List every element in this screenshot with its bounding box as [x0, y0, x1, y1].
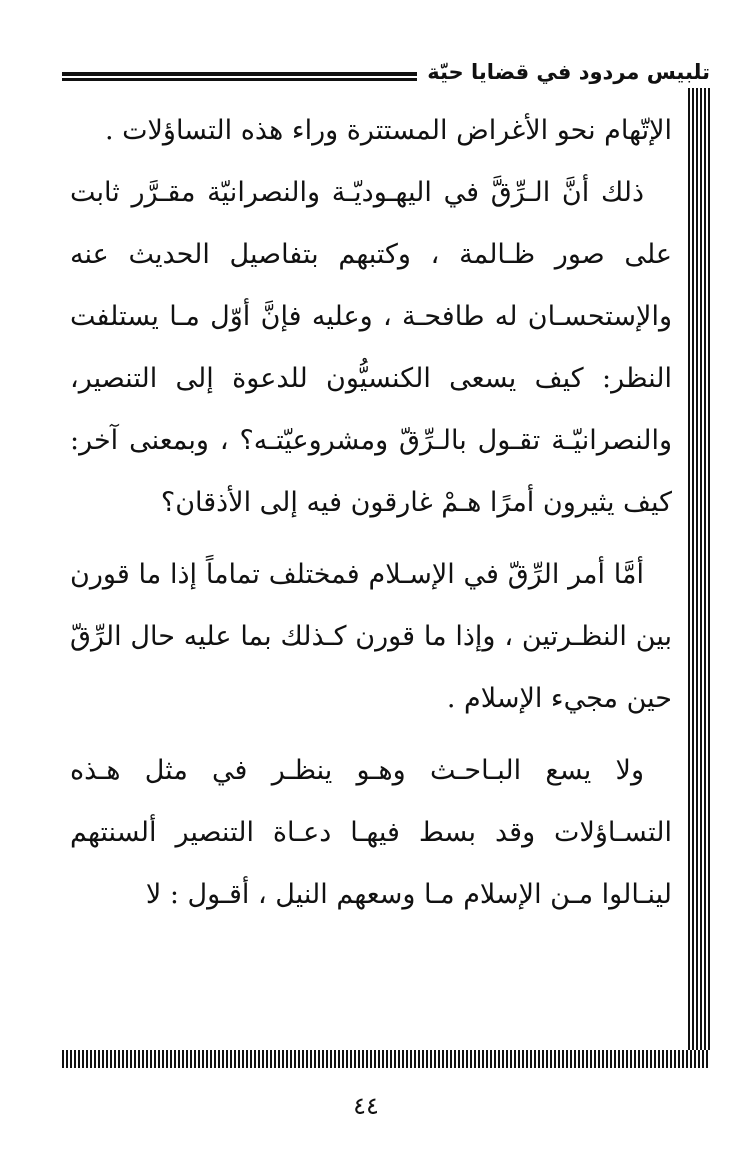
paragraph-1: الإتّهام نحو الأغراض المستترة وراء هذه التساؤلات . [104, 115, 672, 146]
body-text [70, 100, 672, 926]
header-rule [62, 72, 417, 81]
page-number: ٤٤ [353, 1092, 379, 1120]
paragraph-2: ذلك أنَّ الـرِّقَّ في اليهـوديّـة والنصرانيّة مقـرَّر ثابت على صور ظـالمة ، وكتبهم بتفاصيل الحديث عنه والإستحسـان له طافحـة ، وعليه فإنَّ أوّل مـا يستلفت النظر: كيف يسعى الكنسيُّون للدعوة إلى التنصير، والنصرانيّـة تقـول بالـرِّقّ ومشروعيّتـه؟ ، وبمعنى آخر: كيف يثيرون أمرًا هـمْ غارقون فيه إلى الأذقان؟ [70, 177, 672, 518]
paragraph-3: أمَّا أمر الرِّقّ في الإسـلام فمختلف تماماً إذا ما قورن بين النظـرتين ، وإذا ما قورن كـذلك بما عليه حال الرِّقّ حين مجيء الإسلام . [70, 559, 672, 714]
running-head [62, 52, 710, 92]
running-title: تلبيس مردود في قضايا حيّة [427, 59, 710, 84]
side-border-ornament [688, 88, 710, 1068]
paragraph-4: ولا يسع البـاحـث وهـو ينظـر في مثل هـذه التسـاؤلات وقد بسط فيهـا دعـاة التنصير ألسنتهم لينـالوا مـن الإسلام مـا وسعهم النيل ، أقـول : لا [70, 755, 672, 910]
bottom-border-ornament [62, 1050, 710, 1068]
